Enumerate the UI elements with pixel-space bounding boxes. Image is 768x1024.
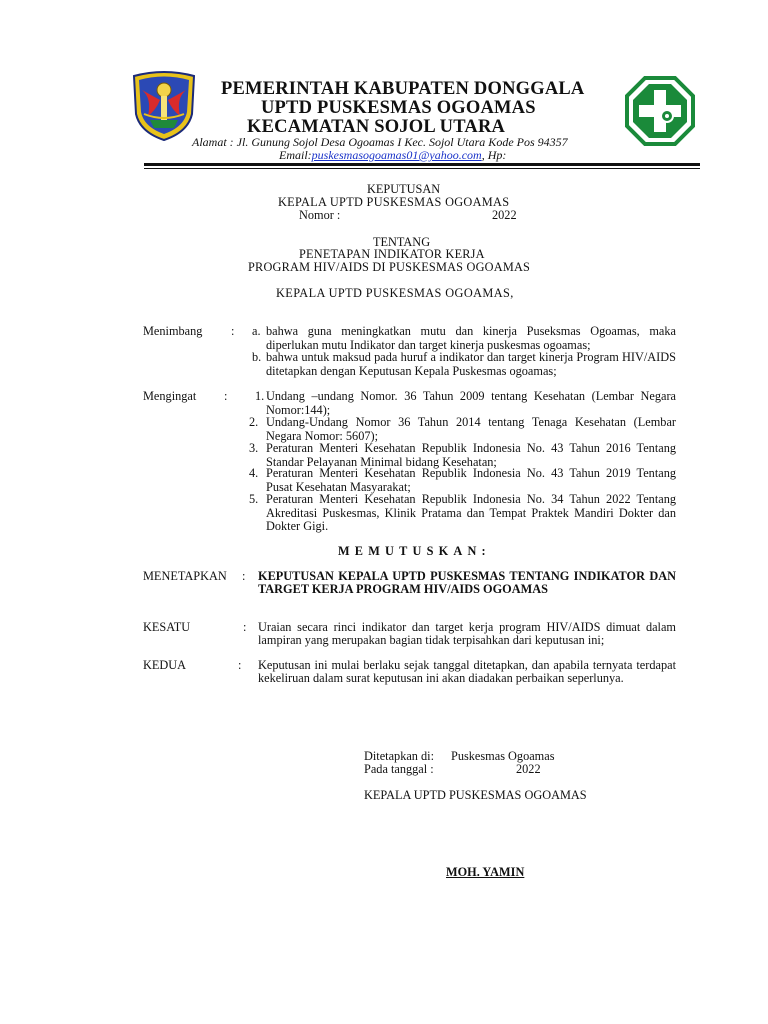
keputusan-heading: KEPUTUSAN (367, 182, 441, 196)
mengingat-item-3: 3. Peraturan Menteri Kesehatan Republik Indonesia No. 43 Tahun 2016 Tentang Standar Pelayanan Minimal bidang Kesehatan; (249, 441, 676, 469)
tentang-heading: TENTANG (373, 235, 431, 249)
menimbang-item-b: b. bahwa untuk maksud pada huruf a indikator dan target kinerja Program HIV/AIDS ditetapkan dengan Keputusan Kepala Puskesmas ogoamas; (252, 350, 676, 378)
signatory-position: KEPALA UPTD PUSKESMAS OGOAMAS (364, 788, 587, 802)
header-address: Alamat : Jl. Gunung Sojol Desa Ogoamas I Kec. Sojol Utara Kode Pos 94357 (192, 135, 568, 149)
letterhead-thick-rule (144, 163, 700, 166)
tanggal-value: 2022 (516, 762, 541, 776)
kesatu-colon: : (243, 620, 247, 634)
menetapkan-colon: : (242, 569, 246, 583)
regency-logo (130, 70, 198, 142)
menimbang-label: Menimbang (143, 324, 203, 338)
nomor-label: Nomor : (299, 208, 341, 222)
kedua-text: Keputusan ini mulai berlaku sejak tanggal ditetapkan, dan apabila ternyata terdapat kekeliruan dalam surat keputusan ini akan diadakan perbaikan seperlunya. (258, 658, 676, 685)
memutuskan-heading: MEMUTUSKAN: (338, 544, 491, 558)
header-uptd: UPTD PUSKESMAS OGOAMAS (261, 98, 536, 118)
ditetapkan-value: Puskesmas Ogoamas (451, 749, 555, 763)
letterhead-thin-rule (144, 168, 700, 169)
kepala-heading: KEPALA UPTD PUSKESMAS OGOAMAS (278, 195, 510, 209)
phone-label: Hp: (487, 148, 507, 162)
mengingat-label: Mengingat (143, 389, 197, 403)
email-link[interactable]: puskesmasogoamas01@yahoo.com (311, 148, 482, 162)
kesatu-label: KESATU (143, 620, 191, 634)
menimbang-colon: : (231, 324, 235, 338)
mengingat-colon: : (224, 389, 228, 403)
mengingat-item-1: 1. Undang –undang Nomor. 36 Tahun 2009 tentang Kesehatan (Lembar Negara Nomor:144); (255, 389, 676, 417)
email-label: Email: (279, 148, 312, 162)
mengingat-item-4: 4. Peraturan Menteri Kesehatan Republik Indonesia No. 43 Tahun 2019 Tentang Pusat Kesehatan Masyarakat; (249, 466, 676, 494)
header-kecamatan: KECAMATAN SOJOL UTARA (247, 117, 506, 137)
signatory-name: MOH. YAMIN (446, 865, 525, 879)
kepala-comma: KEPALA UPTD PUSKESMAS OGOAMAS, (276, 286, 514, 300)
menetapkan-label: MENETAPKAN (143, 569, 227, 583)
menimbang-item-a: a. bahwa guna meningkatkan mutu dan kinerja Puseksmas Ogoamas, maka diperlukan mutu Indikator dan target kinerja puskesmas ogoamas; (252, 324, 676, 352)
ditetapkan-label: Ditetapkan di: (364, 749, 435, 763)
subject-line-1: PENETAPAN INDIKATOR KERJA (299, 247, 485, 261)
puskesmas-logo (625, 76, 695, 146)
nomor-year: 2022 (492, 208, 517, 222)
mengingat-item-2: 2. Undang-Undang Nomor 36 Tahun 2014 tentang Tenaga Kesehatan (Lembar Negara Nomor: 5607); (249, 415, 676, 443)
tanggal-label: Pada tanggal : (364, 762, 434, 776)
kesatu-text: Uraian secara rinci indikator dan target kerja program HIV/AIDS dimuat dalam lampiran yang merupakan bagian tidak terpisahkan dari keputusan ini; (258, 620, 676, 647)
header-regency: PEMERINTAH KABUPATEN DONGGALA (221, 79, 585, 99)
kedua-colon: : (238, 658, 242, 672)
header-contact: Email:puskesmasogoamas01@yahoo.com, Hp: (279, 148, 507, 162)
mengingat-item-5: 5. Peraturan Menteri Kesehatan Republik Indonesia No. 34 Tahun 2022 Tentang Akreditasi Puskesmas, Klinik Pratama dan Tempat Praktek Mandiri Dokter dan Dokter Gigi. (249, 492, 676, 533)
subject-line-2: PROGRAM HIV/AIDS DI PUSKESMAS OGOAMAS (248, 260, 531, 274)
kedua-label: KEDUA (143, 658, 187, 672)
menetapkan-text: KEPUTUSAN KEPALA UPTD PUSKESMAS TENTANG INDIKATOR DAN TARGET KERJA PROGRAM HIV/AIDS OGOAMAS (258, 569, 676, 596)
